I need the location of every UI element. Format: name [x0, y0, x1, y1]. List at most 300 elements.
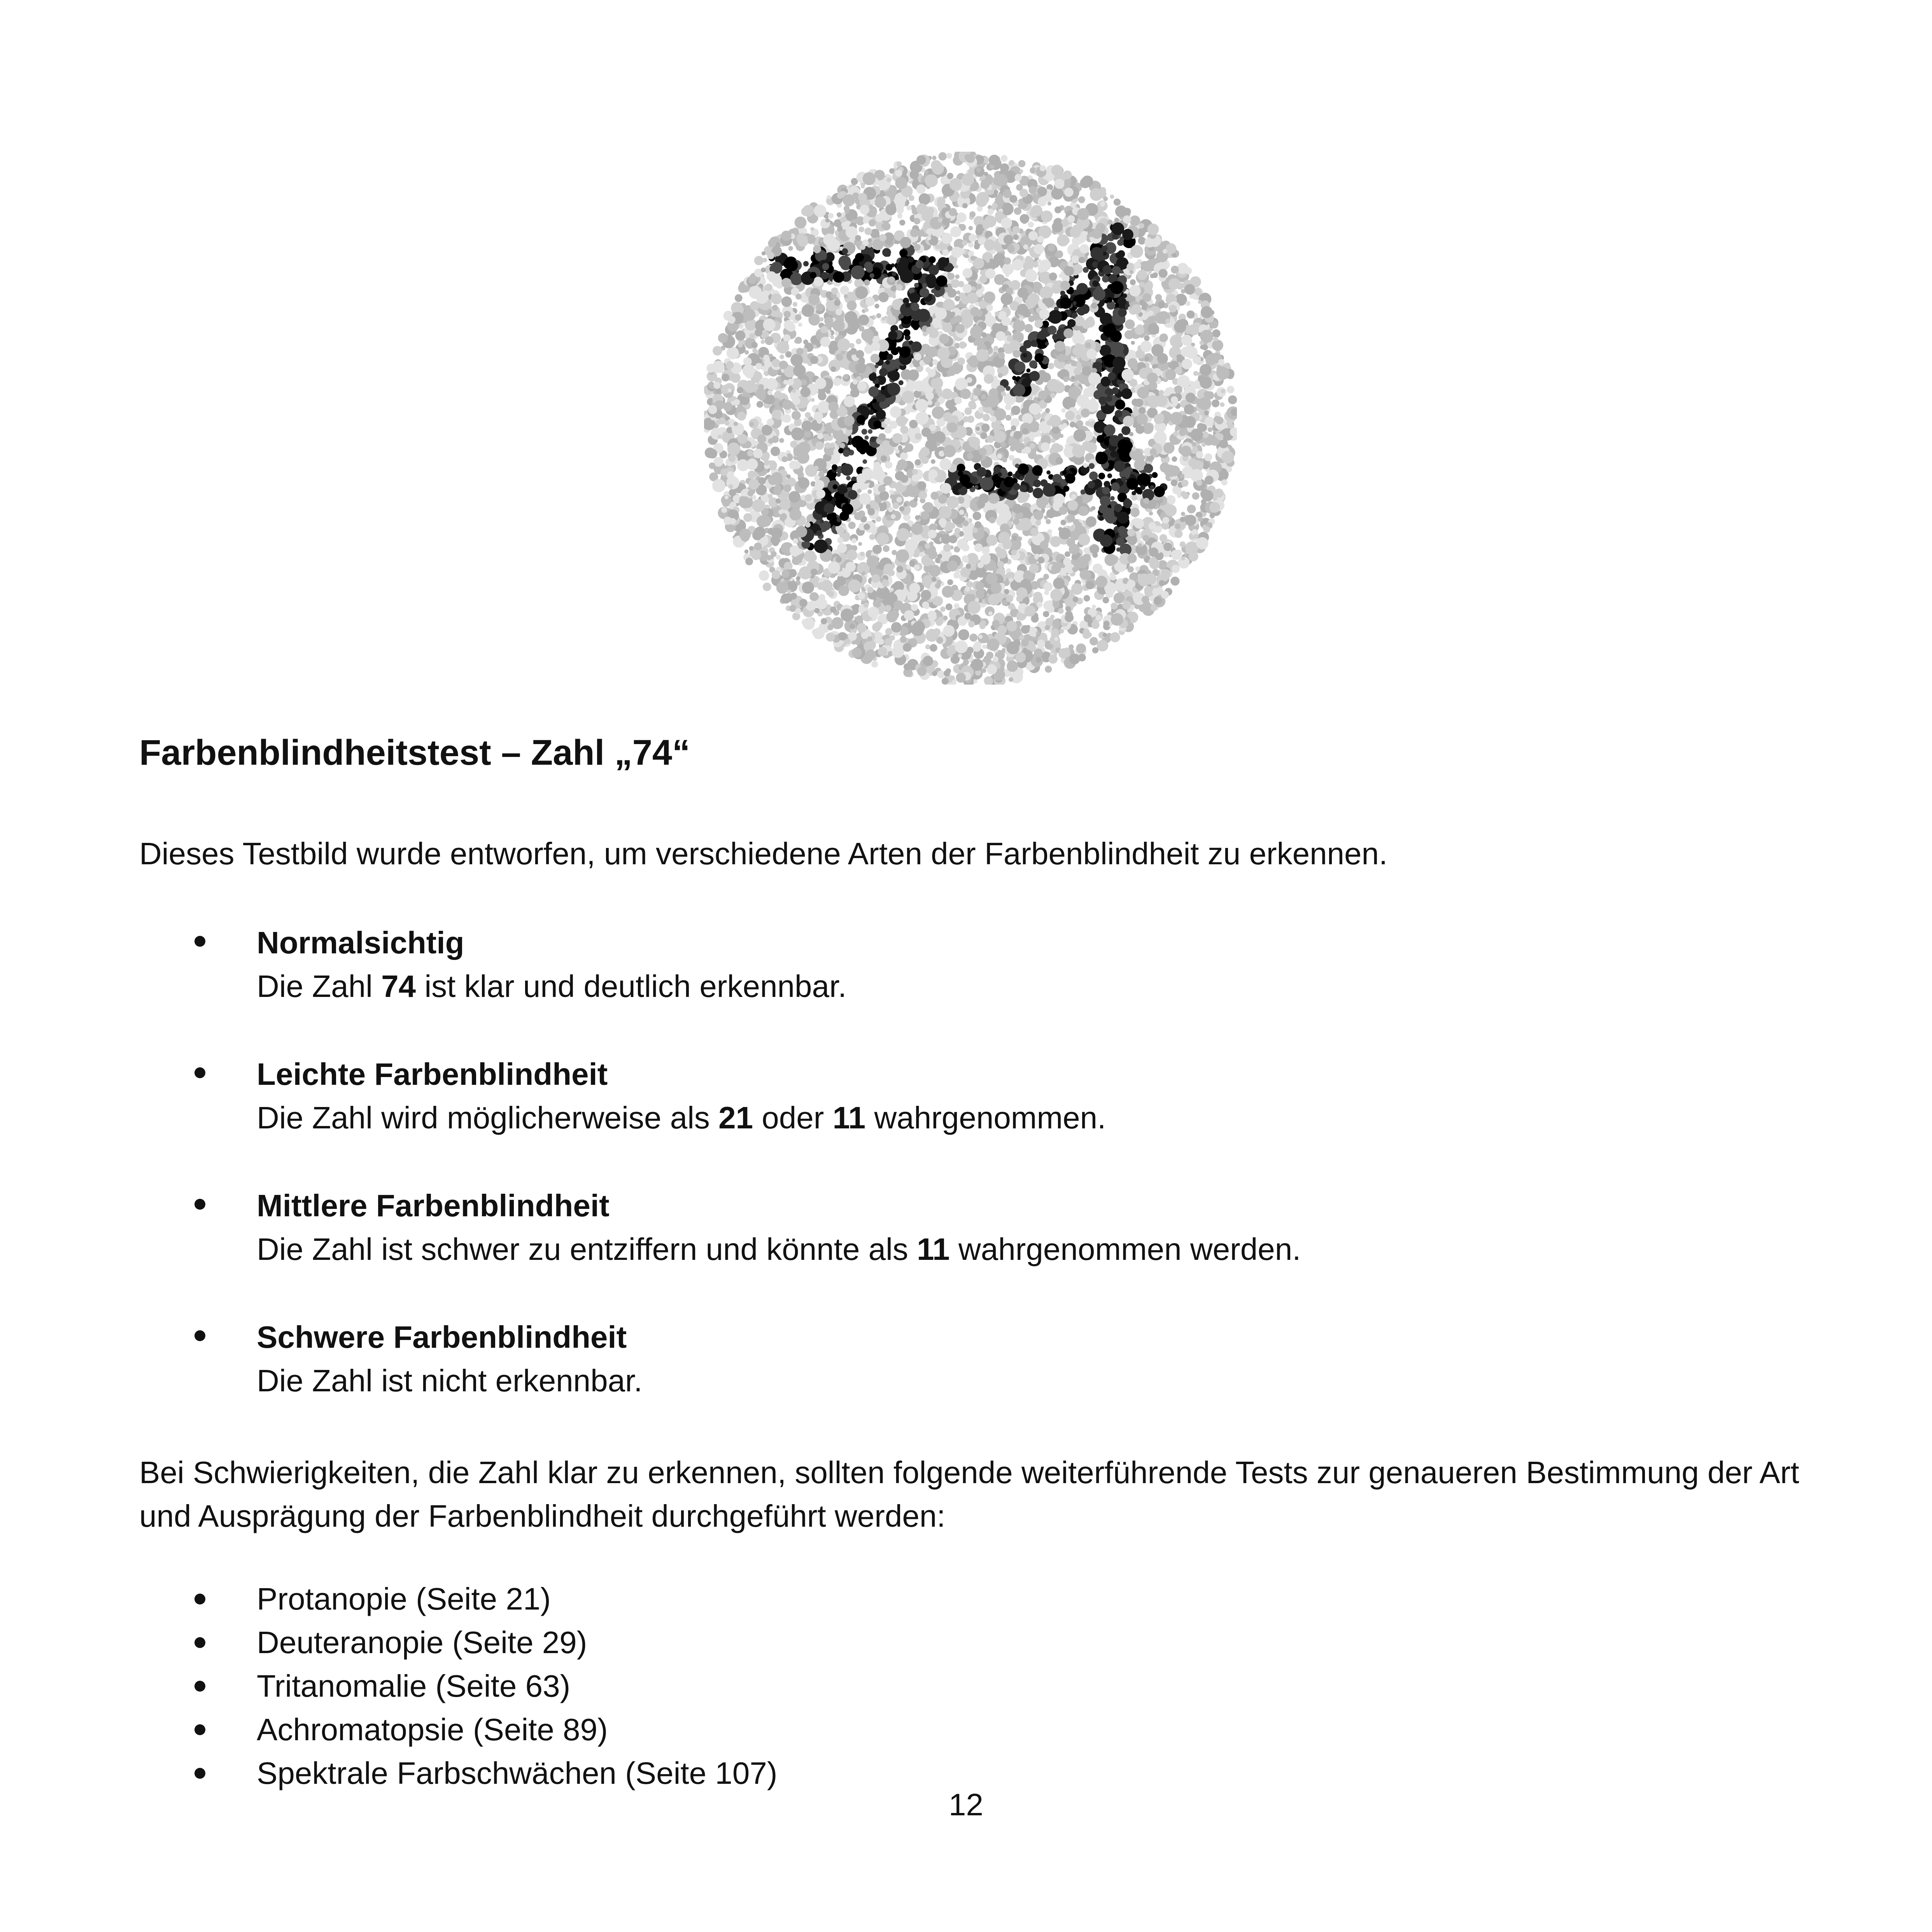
- plate-background-dot: [1148, 522, 1156, 530]
- plate-figure-dot: [848, 490, 858, 500]
- plate-background-dot: [837, 193, 843, 199]
- plate-background-dot: [860, 552, 865, 556]
- plate-background-dot: [954, 397, 962, 405]
- plate-background-dot: [847, 301, 857, 311]
- plate-background-dot: [1144, 586, 1152, 594]
- plate-background-dot: [1086, 581, 1094, 589]
- plate-background-dot: [1057, 235, 1069, 247]
- plate-background-dot: [815, 378, 826, 389]
- plate-background-dot: [876, 532, 889, 545]
- plate-background-dot: [1083, 463, 1088, 468]
- plate-background-dot: [1200, 330, 1213, 343]
- plate-figure-dot: [977, 467, 986, 477]
- plate-figure-dot: [1089, 463, 1095, 469]
- plate-background-dot: [958, 629, 969, 641]
- plate-background-dot: [988, 208, 994, 215]
- plate-background-dot: [915, 399, 928, 412]
- plate-background-dot: [755, 389, 766, 399]
- plate-background-dot: [938, 218, 942, 222]
- plate-background-dot: [989, 517, 996, 524]
- plate-background-dot: [929, 329, 939, 338]
- plate-background-dot: [759, 284, 763, 287]
- plate-background-dot: [852, 648, 862, 658]
- plate-background-dot: [1079, 257, 1085, 263]
- plate-background-dot: [801, 207, 810, 216]
- plate-figure-dot: [958, 471, 963, 476]
- plate-background-dot: [1024, 324, 1033, 333]
- plate-figure-dot: [1118, 526, 1126, 535]
- plate-background-dot: [932, 406, 945, 419]
- plate-background-dot: [716, 419, 721, 425]
- plate-background-dot: [1038, 557, 1045, 564]
- plate-figure-dot: [833, 271, 844, 282]
- plate-background-dot: [850, 624, 855, 629]
- plate-background-dot: [729, 455, 736, 462]
- plate-background-dot: [743, 513, 752, 522]
- plate-background-dot: [1187, 504, 1196, 513]
- plate-background-dot: [1004, 257, 1011, 264]
- plate-background-dot: [996, 497, 1000, 501]
- plate-background-dot: [984, 374, 993, 384]
- plate-background-dot: [819, 317, 823, 321]
- plate-background-dot: [1056, 445, 1063, 452]
- plate-background-dot: [925, 174, 938, 187]
- plate-background-dot: [1092, 647, 1098, 653]
- plate-figure-dot: [1098, 368, 1102, 373]
- plate-background-dot: [755, 350, 759, 354]
- plate-figure-dot: [1106, 396, 1112, 402]
- plate-background-dot: [858, 568, 863, 573]
- plate-background-dot: [883, 545, 890, 552]
- plate-background-dot: [1160, 534, 1167, 542]
- plate-figure-dot: [888, 331, 897, 340]
- plate-background-dot: [729, 349, 733, 354]
- plate-background-dot: [795, 337, 802, 344]
- plate-background-dot: [813, 628, 825, 639]
- plate-background-dot: [921, 590, 931, 601]
- plate-background-dot: [852, 193, 859, 200]
- plate-background-dot: [904, 663, 911, 670]
- plate-background-dot: [1085, 421, 1090, 426]
- plate-background-dot: [1130, 215, 1140, 226]
- plate-background-dot: [834, 300, 841, 306]
- plate-background-dot: [787, 589, 791, 594]
- plate-figure-dot: [1094, 421, 1106, 433]
- plate-background-dot: [1139, 282, 1144, 287]
- plate-background-dot: [1163, 517, 1169, 524]
- plate-background-dot: [781, 296, 792, 307]
- plate-background-dot: [898, 445, 902, 450]
- plate-background-dot: [705, 447, 715, 458]
- plate-background-dot: [1028, 396, 1032, 400]
- plate-figure-dot: [1152, 472, 1158, 478]
- plate-background-dot: [1185, 346, 1198, 359]
- plate-figure-dot: [1052, 334, 1059, 340]
- plate-background-dot: [907, 205, 912, 210]
- plate-background-dot: [939, 334, 949, 344]
- plate-background-dot: [979, 494, 989, 504]
- plate-background-dot: [810, 227, 814, 231]
- plate-background-dot: [841, 609, 854, 622]
- plate-background-dot: [1076, 643, 1086, 653]
- plate-background-dot: [1071, 583, 1083, 595]
- plate-background-dot: [917, 481, 926, 490]
- plate-background-dot: [1198, 375, 1205, 382]
- plate-background-dot: [1187, 310, 1195, 319]
- plate-background-dot: [867, 508, 875, 515]
- plate-background-dot: [883, 476, 893, 485]
- plate-background-dot: [1092, 605, 1096, 609]
- plate-background-dot: [928, 369, 936, 377]
- plate-background-dot: [1205, 476, 1214, 485]
- plate-background-dot: [795, 217, 807, 229]
- plate-background-dot: [1135, 566, 1140, 571]
- plate-background-dot: [726, 361, 734, 369]
- plate-background-dot: [1037, 432, 1042, 437]
- plate-background-dot: [856, 339, 862, 345]
- plate-background-dot: [1044, 582, 1053, 592]
- plate-background-dot: [1129, 432, 1133, 436]
- plate-background-dot: [872, 623, 881, 632]
- plate-background-dot: [846, 550, 857, 561]
- plate-background-dot: [899, 506, 904, 511]
- plate-background-dot: [895, 449, 900, 454]
- plate-background-dot: [1040, 286, 1053, 300]
- plate-background-dot: [721, 507, 727, 513]
- plate-background-dot: [897, 213, 903, 219]
- plate-background-dot: [1011, 550, 1017, 555]
- plate-background-dot: [1009, 578, 1013, 582]
- plate-figure-dot: [899, 380, 904, 385]
- plate-background-dot: [885, 445, 894, 455]
- plate-background-dot: [941, 522, 946, 527]
- plate-background-dot: [1028, 627, 1038, 637]
- plate-background-dot: [837, 543, 847, 553]
- plate-background-dot: [878, 647, 887, 656]
- plate-background-dot: [748, 479, 759, 490]
- plate-background-dot: [990, 416, 996, 422]
- plate-background-dot: [754, 527, 766, 538]
- plate-background-dot: [754, 543, 762, 550]
- plate-figure-dot: [1014, 361, 1025, 372]
- plate-background-dot: [857, 489, 862, 493]
- plate-figure-dot: [1105, 508, 1112, 515]
- plate-background-dot: [786, 323, 795, 332]
- plate-background-dot: [1114, 218, 1119, 222]
- plate-background-dot: [976, 590, 984, 599]
- plate-background-dot: [1033, 244, 1044, 254]
- plate-background-dot: [871, 342, 880, 351]
- plate-background-dot: [890, 494, 895, 499]
- plate-background-dot: [1036, 631, 1040, 635]
- plate-background-dot: [779, 438, 784, 443]
- plate-background-dot: [1032, 261, 1039, 268]
- plate-background-dot: [755, 363, 762, 370]
- plate-figure-dot: [872, 399, 877, 403]
- plate-background-dot: [1045, 625, 1050, 630]
- plate-background-dot: [784, 484, 792, 492]
- plate-background-dot: [931, 492, 939, 500]
- plate-background-dot: [1216, 417, 1223, 424]
- plate-background-dot: [1224, 363, 1230, 368]
- plate-background-dot: [765, 394, 775, 404]
- plate-background-dot: [1209, 502, 1220, 513]
- plate-background-dot: [1028, 315, 1035, 322]
- plate-background-dot: [1132, 304, 1142, 314]
- plate-figure-dot: [1089, 471, 1098, 480]
- plate-background-dot: [782, 400, 792, 410]
- plate-background-dot: [937, 671, 945, 678]
- plate-background-dot: [910, 170, 919, 179]
- plate-background-dot: [816, 489, 825, 499]
- plate-background-dot: [929, 363, 933, 367]
- plate-background-dot: [797, 471, 804, 478]
- plate-background-dot: [763, 258, 767, 263]
- plate-background-dot: [871, 354, 880, 363]
- plate-background-dot: [1193, 371, 1198, 376]
- plate-background-dot: [936, 442, 941, 446]
- plate-background-dot: [1049, 273, 1057, 281]
- plate-figure-dot: [1111, 222, 1124, 235]
- plate-background-dot: [1030, 528, 1039, 536]
- plate-background-dot: [886, 315, 896, 325]
- plate-background-dot: [914, 564, 920, 570]
- plate-background-dot: [798, 322, 802, 327]
- plate-background-dot: [718, 333, 728, 343]
- plate-background-dot: [1061, 408, 1066, 413]
- plate-background-dot: [920, 552, 925, 557]
- plate-background-dot: [788, 246, 793, 250]
- plate-background-dot: [1174, 385, 1182, 394]
- plate-background-dot: [968, 401, 976, 408]
- plate-background-dot: [1067, 500, 1078, 511]
- plate-background-dot: [749, 546, 754, 551]
- plate-background-dot: [867, 636, 872, 641]
- plate-figure-dot: [998, 472, 1002, 476]
- plate-background-dot: [1151, 344, 1163, 356]
- plate-figure-dot: [1067, 319, 1075, 327]
- plate-background-dot: [1060, 434, 1063, 438]
- plate-figure-dot: [1060, 298, 1072, 309]
- plate-background-dot: [829, 401, 839, 412]
- plate-background-dot: [1085, 342, 1091, 348]
- plate-background-dot: [867, 489, 872, 494]
- plate-background-dot: [1123, 215, 1131, 224]
- plate-background-dot: [1029, 403, 1040, 415]
- plate-background-dot: [1170, 335, 1183, 348]
- plate-background-dot: [1052, 628, 1059, 636]
- plate-background-dot: [1038, 197, 1047, 207]
- plate-background-dot: [837, 338, 850, 351]
- plate-background-dot: [900, 426, 908, 434]
- plate-background-dot: [1163, 543, 1172, 551]
- plate-background-dot: [1057, 354, 1066, 363]
- plate-background-dot: [1218, 359, 1224, 365]
- plate-background-dot: [1147, 395, 1160, 408]
- plate-background-dot: [942, 218, 949, 226]
- plate-figure-dot: [1112, 387, 1119, 394]
- plate-background-dot: [858, 542, 862, 546]
- plate-background-dot: [1091, 621, 1100, 629]
- plate-background-dot: [1063, 377, 1068, 382]
- plate-background-dot: [1107, 219, 1112, 224]
- plate-background-dot: [1078, 196, 1085, 203]
- plate-background-dot: [969, 211, 976, 217]
- plate-background-dot: [1155, 312, 1167, 324]
- plate-figure-dot: [814, 539, 828, 554]
- plate-background-dot: [836, 308, 842, 315]
- plate-background-dot: [915, 433, 921, 440]
- plate-background-dot: [1104, 554, 1117, 566]
- plate-background-dot: [718, 434, 722, 438]
- plate-figure-dot: [1089, 270, 1096, 277]
- plate-background-dot: [939, 152, 947, 161]
- plate-background-dot: [1202, 443, 1206, 447]
- plate-background-dot: [1186, 301, 1191, 306]
- plate-background-dot: [939, 506, 952, 518]
- plate-background-dot: [1130, 245, 1143, 258]
- plate-background-dot: [1227, 386, 1234, 393]
- plate-background-dot: [763, 319, 776, 331]
- plate-background-dot: [723, 402, 732, 412]
- plate-figure-dot: [875, 364, 879, 368]
- plate-background-dot: [762, 425, 772, 436]
- plate-figure-dot: [922, 283, 927, 288]
- plate-background-dot: [942, 322, 952, 333]
- plate-background-dot: [1004, 589, 1009, 594]
- plate-background-dot: [1170, 576, 1179, 585]
- plate-figure-dot: [1117, 511, 1129, 524]
- plate-background-dot: [1179, 429, 1186, 436]
- plate-background-dot: [915, 515, 920, 520]
- plate-background-dot: [1086, 517, 1096, 527]
- plate-figure-dot: [1102, 265, 1112, 275]
- plate-background-dot: [889, 490, 894, 494]
- plate-background-dot: [981, 424, 990, 432]
- plate-background-dot: [1043, 574, 1049, 580]
- plate-background-dot: [1157, 413, 1164, 421]
- plate-background-dot: [932, 577, 937, 582]
- plate-background-dot: [1056, 457, 1063, 464]
- plate-background-dot: [875, 214, 884, 222]
- plate-background-dot: [811, 398, 814, 402]
- plate-background-dot: [981, 668, 986, 673]
- plate-background-dot: [793, 302, 797, 307]
- plate-background-dot: [1216, 366, 1230, 380]
- plate-background-dot: [1073, 264, 1082, 274]
- plate-background-dot: [1143, 535, 1149, 541]
- plate-background-dot: [1049, 655, 1058, 664]
- plate-background-dot: [1127, 554, 1137, 563]
- plate-background-dot: [824, 317, 833, 326]
- plate-background-dot: [869, 219, 876, 227]
- plate-background-dot: [1053, 578, 1065, 589]
- plate-background-dot: [988, 594, 1000, 605]
- plate-background-dot: [1204, 453, 1212, 461]
- plate-figure-dot: [866, 265, 873, 273]
- plate-background-dot: [889, 277, 895, 282]
- plate-background-dot: [846, 562, 856, 572]
- plate-background-dot: [1226, 466, 1232, 472]
- plate-background-dot: [998, 532, 1010, 544]
- plate-background-dot: [958, 224, 962, 228]
- plate-background-dot: [802, 582, 814, 594]
- plate-background-dot: [992, 203, 998, 209]
- plate-background-dot: [1198, 397, 1211, 410]
- plate-background-dot: [864, 308, 869, 312]
- plate-background-dot: [1100, 201, 1105, 207]
- plate-background-dot: [809, 554, 817, 561]
- plate-background-dot: [1005, 273, 1009, 277]
- plate-figure-dot: [1004, 476, 1015, 487]
- plate-background-dot: [1062, 423, 1067, 428]
- plate-background-dot: [817, 433, 823, 440]
- plate-background-dot: [864, 603, 869, 608]
- plate-background-dot: [998, 311, 1007, 320]
- plate-background-dot: [856, 350, 864, 359]
- plate-figure-dot: [1063, 486, 1070, 492]
- plate-background-dot: [969, 226, 973, 230]
- plate-background-dot: [737, 434, 748, 444]
- plate-background-dot: [1196, 480, 1202, 486]
- plate-background-dot: [864, 524, 870, 530]
- plate-background-dot: [1200, 364, 1212, 376]
- plate-background-dot: [864, 334, 873, 343]
- plate-background-dot: [1084, 547, 1090, 554]
- plate-background-dot: [1045, 666, 1052, 673]
- plate-background-dot: [772, 305, 778, 311]
- plate-background-dot: [1110, 194, 1114, 199]
- plate-background-dot: [1089, 544, 1099, 554]
- plate-background-dot: [1046, 519, 1051, 524]
- plate-background-dot: [1137, 387, 1149, 399]
- plate-background-dot: [989, 155, 1000, 166]
- plate-figure-dot: [886, 264, 893, 271]
- plate-figure-dot: [821, 511, 827, 517]
- plate-background-dot: [890, 588, 894, 592]
- plate-background-dot: [1009, 455, 1014, 461]
- plate-background-dot: [1011, 426, 1016, 431]
- plate-figure-dot: [899, 347, 910, 358]
- plate-background-dot: [1110, 572, 1114, 577]
- plate-background-dot: [896, 566, 903, 573]
- plate-figure-dot: [1098, 396, 1107, 405]
- plate-background-dot: [917, 667, 927, 676]
- plate-background-dot: [1196, 451, 1203, 459]
- plate-background-dot: [1050, 589, 1063, 601]
- plate-background-dot: [1039, 309, 1050, 319]
- plate-background-dot: [1005, 415, 1011, 420]
- plate-background-dot: [1074, 381, 1079, 386]
- plate-background-dot: [752, 499, 765, 512]
- plate-background-dot: [886, 178, 891, 182]
- plate-figure-dot: [1030, 371, 1040, 381]
- plate-figure-dot: [1076, 301, 1082, 306]
- plate-background-dot: [923, 356, 931, 364]
- plate-background-dot: [768, 438, 774, 444]
- plate-background-dot: [1160, 462, 1170, 473]
- plate-background-dot: [878, 485, 885, 492]
- plate-background-dot: [925, 645, 930, 650]
- plate-background-dot: [790, 545, 800, 555]
- plate-figure-dot: [1023, 353, 1027, 357]
- plate-background-dot: [825, 423, 830, 429]
- plate-background-dot: [1171, 480, 1177, 486]
- plate-background-dot: [1130, 279, 1136, 285]
- plate-background-dot: [1205, 354, 1217, 366]
- plate-figure-dot: [1114, 504, 1122, 512]
- plate-background-dot: [914, 353, 921, 361]
